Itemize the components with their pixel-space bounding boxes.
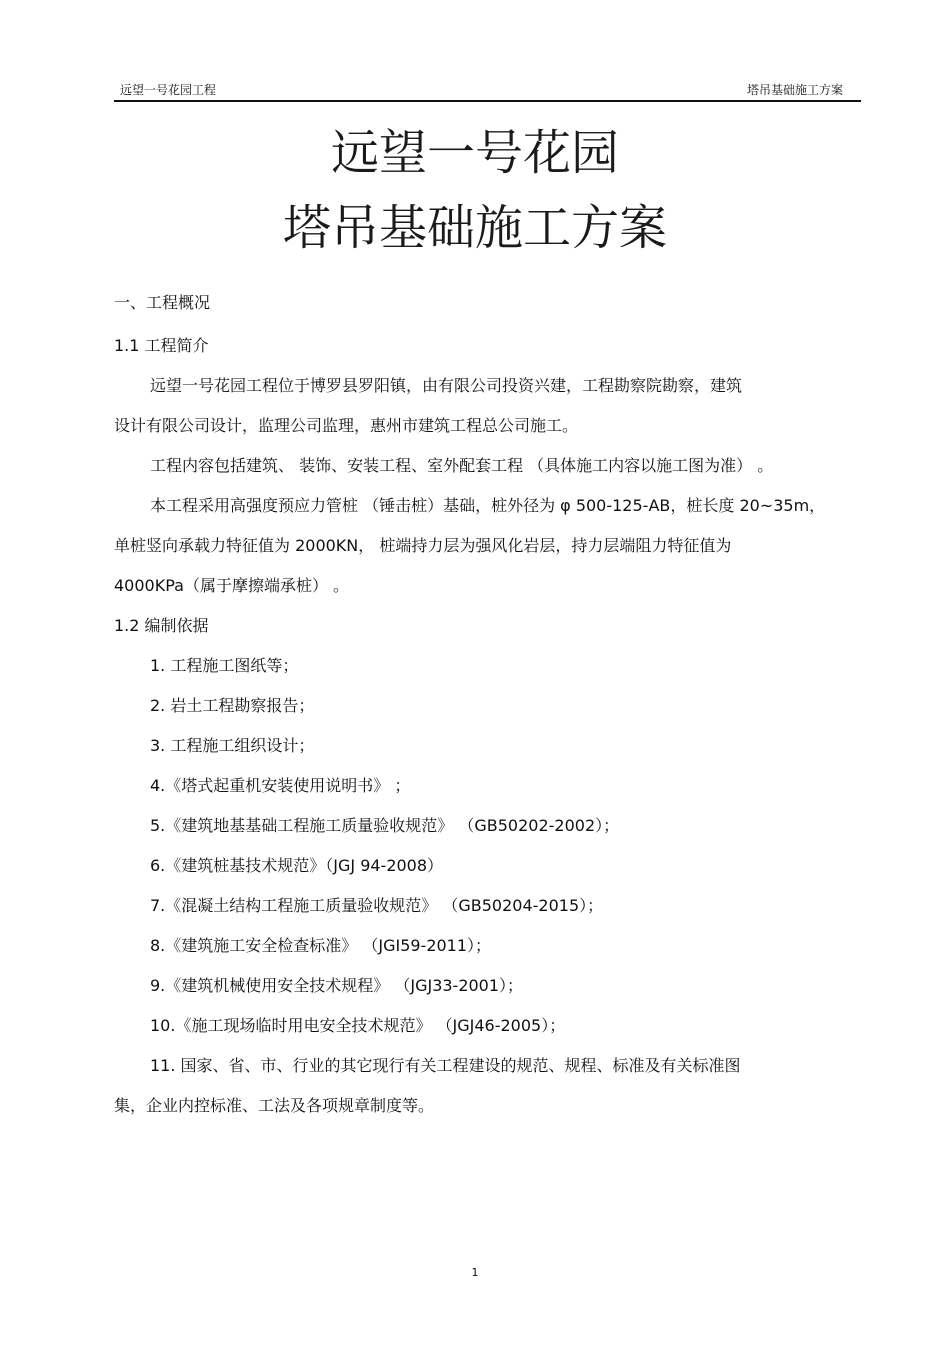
- paragraph-intro-line-1: 远望一号花园工程位于博罗县罗阳镇，由有限公司投资兴建，工程勘察院勘察，建筑: [150, 376, 743, 395]
- page-number: 1: [471, 1266, 479, 1279]
- list-item: 5.《建筑地基基础工程施工质量验收规范》 （GB50202-2002）；: [150, 816, 620, 835]
- page-header: [114, 78, 861, 102]
- list-item: 6.《建筑桩基技术规范》（JGJ 94-2008）: [150, 856, 444, 875]
- list-item: 2. 岩土工程勘察报告；: [150, 696, 315, 715]
- list-item: 8.《建筑施工安全检查标准》 （JGI59-2011）；: [150, 936, 492, 955]
- section-heading-basis: 1.2 编制依据: [114, 616, 209, 635]
- paragraph-scope: 工程内容包括建筑、 装饰、安装工程、室外配套工程 （具体施工内容以施工图为准） 。: [150, 456, 774, 475]
- list-item: 3. 工程施工组织设计；: [150, 736, 315, 755]
- header-document-title: 塔吊基础施工方案: [746, 83, 843, 97]
- list-item: 9.《建筑机械使用安全技术规程》 （JGJ33-2001）；: [150, 976, 524, 995]
- paragraph-foundation-line-1: 本工程采用高强度预应力管桩 （锤击桩）基础，桩外径为 φ 500-125-AB，桩长度 20~35m，: [150, 496, 826, 515]
- paragraph-intro-line-2: 设计有限公司设计，监理公司监理，惠州市建筑工程总公司施工。: [114, 416, 579, 435]
- paragraph-foundation-line-3: 4000KPa（属于摩擦端承桩） 。: [114, 576, 350, 595]
- section-heading-overview: 一、工程概况: [114, 293, 211, 312]
- section-heading-project-intro: 1.1 工程简介: [114, 336, 209, 355]
- document-title-line-1: 远望一号花园: [330, 125, 619, 181]
- list-item: 1. 工程施工图纸等；: [150, 656, 299, 675]
- header-project-name: 远望一号花园工程: [120, 83, 217, 97]
- list-item: 11. 国家、省、市、行业的其它现行有关工程建设的规范、规程、标准及有关标准图: [150, 1056, 741, 1075]
- document-title-line-2: 塔吊基础施工方案: [282, 200, 667, 256]
- list-item-continuation: 集，企业内控标准、工法及各项规章制度等。: [114, 1096, 435, 1115]
- list-item: 10.《施工现场临时用电安全技术规范》 （JGJ46-2005）；: [150, 1016, 566, 1035]
- list-item: 7.《混凝土结构工程施工质量验收规范》 （GB50204-2015）；: [150, 896, 604, 915]
- paragraph-foundation-line-2: 单桩竖向承载力特征值为 2000KN， 桩端持力层为强风化岩层，持力层端阻力特征值为: [114, 536, 732, 555]
- list-item: 4.《塔式起重机安装使用说明书》 ；: [150, 776, 411, 795]
